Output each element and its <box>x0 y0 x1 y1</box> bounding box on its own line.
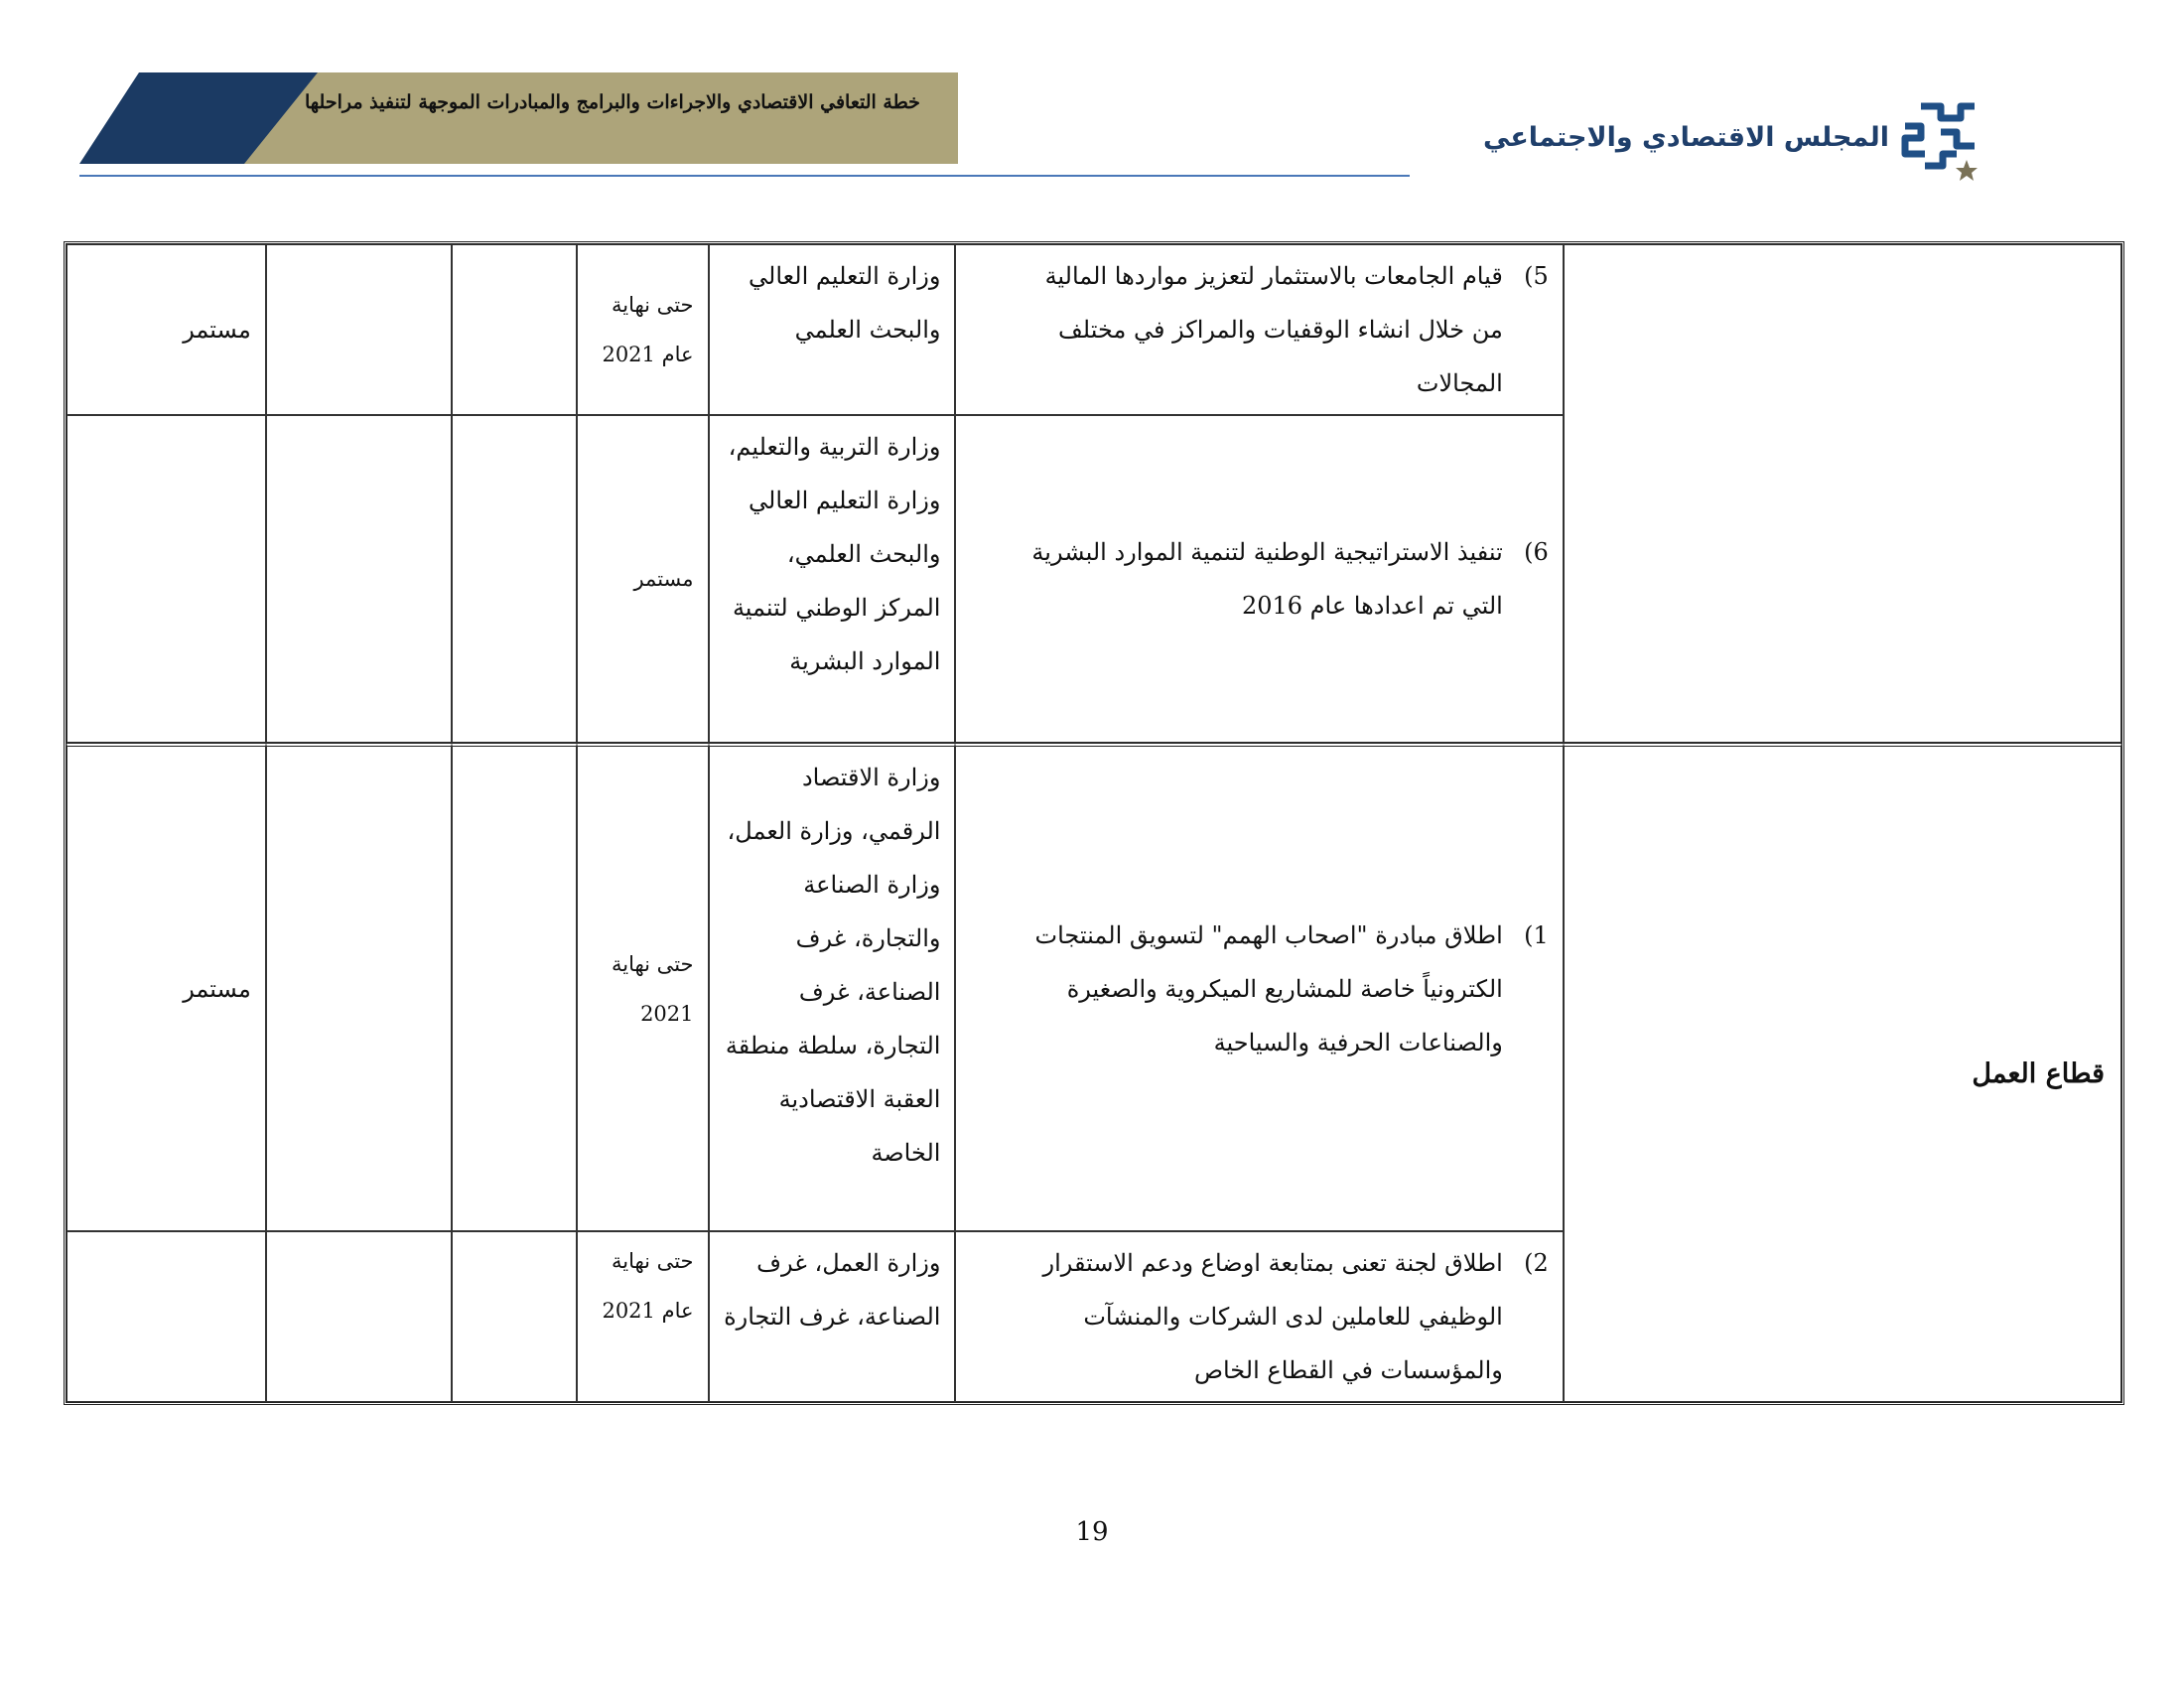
entity-cell: وزارة التربية والتعليم، وزارة التعليم العالي والبحث العلمي، المركز الوطني لتنمية الموارد البشرية <box>709 415 956 743</box>
timeframe-cell: حتى نهاية عام 2021 <box>577 1231 709 1402</box>
empty-cell <box>452 1231 577 1402</box>
sector-cell <box>1564 244 2121 743</box>
status-cell <box>67 1231 266 1402</box>
empty-cell <box>266 1231 452 1402</box>
org-emblem-icon <box>1891 96 1986 184</box>
status-cell: مستمر <box>67 244 266 415</box>
timeframe-cell: حتى نهاية 2021 <box>577 743 709 1231</box>
entity-cell: وزارة التعليم العالي والبحث العلمي <box>709 244 956 415</box>
entity-cell: وزارة العمل، غرف الصناعة، غرف التجارة <box>709 1231 956 1402</box>
org-logo <box>1483 94 2000 184</box>
initiative-text: اطلاق مبادرة "اصحاب الهمم" لتسويق المنتجات الكترونياً خاصة للمشاريع الميكروية والصغيرة والصناعات الحرفية والسياحية <box>1034 920 1503 1056</box>
header-banner <box>79 72 958 164</box>
page-number: 19 <box>1075 1517 1109 1547</box>
empty-cell <box>266 743 452 1231</box>
empty-cell <box>452 415 577 743</box>
initiative-number: 2) <box>1524 1249 1549 1277</box>
initiative-text: تنفيذ الاستراتيجية الوطنية لتنمية الموارد البشرية التي تم اعدادها عام 2016 <box>1031 538 1503 620</box>
initiative-number: 6) <box>1524 538 1549 566</box>
initiative-cell <box>955 1231 1563 1402</box>
empty-cell <box>452 244 577 415</box>
table-row <box>67 244 2121 415</box>
initiative-text: اطلاق لجنة تعنى بمتابعة اوضاع ودعم الاستقرار الوظيفي للعاملين لدى الشركات والمنشآت والمؤسسات في القطاع الخاص <box>1042 1249 1503 1384</box>
initiative-cell <box>955 415 1563 743</box>
initiative-number: 5) <box>1524 262 1549 290</box>
empty-cell <box>266 244 452 415</box>
org-name: المجلس الاقتصادي والاجتماعي <box>1483 122 1889 153</box>
banner-title: خطة التعافي الاقتصادي والاجراءات والبرامج والمبادرات الموجهة لتنفيذ مراحلها <box>305 91 920 113</box>
header-rule <box>79 175 1410 177</box>
sector-cell: قطاع العمل <box>1564 743 2121 1402</box>
initiative-text: قيام الجامعات بالاستثمار لتعزيز مواردها المالية من خلال انشاء الوقفيات والمراكز في مختلف المجالات <box>1044 262 1503 397</box>
timeframe-cell: حتى نهاية عام 2021 <box>577 244 709 415</box>
initiatives-table-wrapper <box>64 241 2124 1405</box>
status-cell <box>67 415 266 743</box>
entity-cell: وزارة الاقتصاد الرقمي، وزارة العمل، وزارة الصناعة والتجارة، غرف الصناعة، غرف التجارة، سلطة منطقة العقبة الاقتصادية الخاصة <box>709 743 956 1231</box>
empty-cell <box>452 743 577 1231</box>
initiative-number: 1) <box>1524 920 1549 949</box>
initiative-cell <box>955 244 1563 415</box>
initiatives-table <box>64 241 2124 1405</box>
table-row <box>67 743 2121 1231</box>
timeframe-cell: مستمر <box>577 415 709 743</box>
status-cell: مستمر <box>67 743 266 1231</box>
initiative-cell <box>955 743 1563 1231</box>
empty-cell <box>266 415 452 743</box>
